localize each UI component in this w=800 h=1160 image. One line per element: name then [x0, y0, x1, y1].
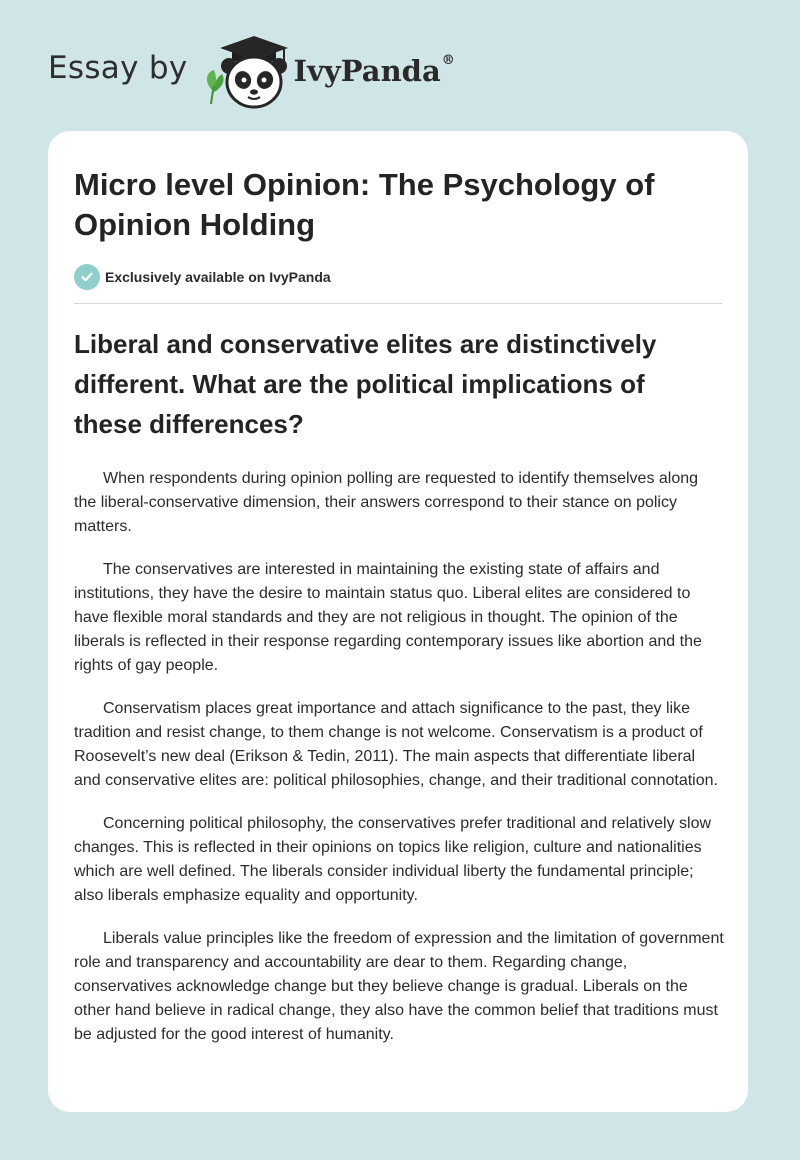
registered-mark: ® [441, 53, 455, 69]
brand-text: IvyPanda [293, 54, 441, 88]
essay-by-label: Essay by [48, 50, 188, 86]
checkmark-icon [74, 264, 100, 290]
site-header [48, 30, 455, 110]
exclusive-badge [74, 263, 331, 291]
paragraph: Concerning political philosophy, the conservatives prefer traditional and relatively slow changes. This is reflected in their opinions on topics like religion, culture and nationalities which are well defined. The liberals consider individual liberty the fundamental principle; also liberals emphasize equality and opportunity. [74, 815, 712, 904]
essay-body [74, 467, 724, 1066]
badge-label: Exclusively available on IvyPanda [105, 269, 331, 285]
section-heading: Liberal and conservative elites are distinctively different. What are the political implications of these differences? [74, 329, 657, 439]
panda-graduate-logo-icon[interactable] [202, 30, 290, 110]
essay-card [48, 131, 748, 1112]
divider [74, 303, 722, 304]
paragraph: When respondents during opinion polling are requested to identify themselves along the liberal-conservative dimension, their answers correspond to their stance on policy matters. [74, 470, 699, 535]
paragraph: Conservatism places great importance and attach significance to the past, they like tradition and resist change, to them change is not welcome. Conservatism is a product of Roosevelt’s new deal (Erikson & Tedin, 2011). The main aspects that differentiate liberal and conservative elites are: political philosophies, change, and their traditional connotation. [74, 700, 718, 789]
ivy-leaf-icon [206, 70, 223, 104]
paragraph: The conservatives are interested in maintaining the existing state of affairs and institutions, they have the desire to maintain status quo. Liberal elites are considered to have flexible moral standards and they are not religious in thought. The opinion of the liberals is reflected in their response regarding contemporary issues like abortion and the rights of gay people. [74, 561, 702, 674]
brand-name[interactable] [294, 54, 455, 88]
paragraph: Liberals value principles like the freedom of expression and the limitation of government role and transparency and accountability are dear to them. Regarding change, conservatives acknowledge change but they believe change is gradual. Liberals on the other hand believe in radical change, they also have the common belief that traditions must be adjusted for the good interest of humanity. [74, 930, 724, 1043]
page-title: Micro level Opinion: The Psychology of Opinion Holding [74, 167, 655, 242]
